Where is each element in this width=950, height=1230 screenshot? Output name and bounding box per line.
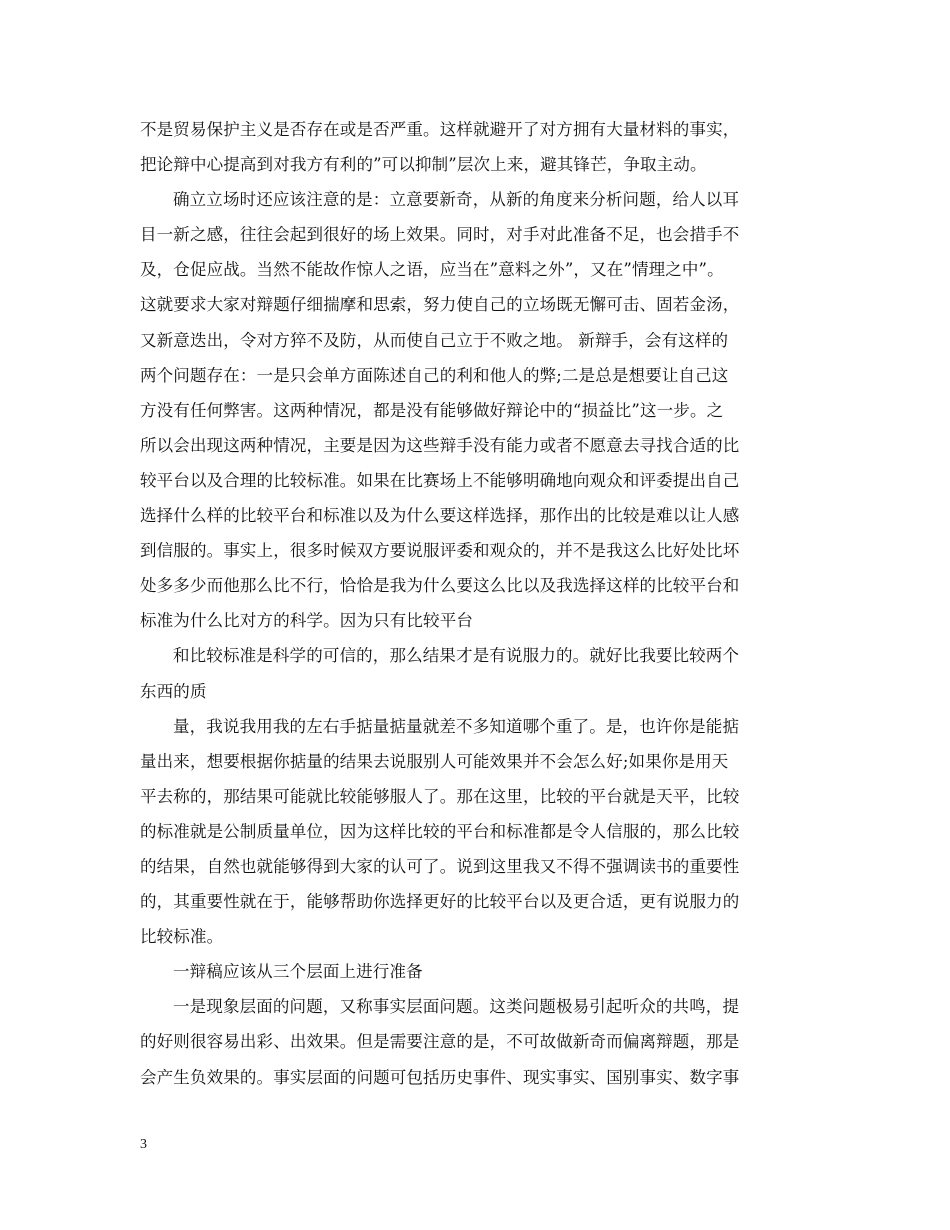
- text-line: 的标准就是公制质量单位，因为这样比较的平台和标准都是令人信服的，那么比较: [140, 821, 740, 841]
- text-line: 的，其重要性就在于，能够帮助你选择更好的比较平台以及更合适，更有说服力的: [140, 892, 740, 912]
- text-line: 这就要求大家对辩题仔细揣摩和思索，努力使自己的立场既无懈可击、固若金汤，: [140, 295, 740, 315]
- text-line: 标准为什么比对方的科学。因为只有比较平台: [140, 611, 473, 631]
- text-line: 所以会出现这两种情况，主要是因为这些辩手没有能力或者不愿意去寻找合适的比: [140, 435, 740, 455]
- text-line: 的好则很容易出彩、出效果。但是需要注意的是，不可故做新奇而偏离辩题，那是: [140, 1032, 740, 1052]
- text-line: 不是贸易保护主义是否存在或是否严重。这样就避开了对方拥有大量材料的事实，: [140, 120, 740, 139]
- text-line: 的结果，自然也就能够得到大家的认可了。说到这里我又不得不强调读书的重要性: [140, 856, 740, 876]
- text-line: 处多多少而他那么比不行，恰恰是我为什么要这么比以及我选择这样的比较平台和: [140, 576, 740, 596]
- text-line: 一是现象层面的问题，又称事实层面问题。这类问题极易引起听众的共鸣，提: [173, 997, 740, 1017]
- text-line: 到信服的。事实上，很多时候双方要说服评委和观众的，并不是我这么比好处比坏: [140, 541, 740, 561]
- text-line: 平去称的，那结果可能就比较能够服人了。那在这里，比较的平台就是天平，比较: [140, 786, 740, 806]
- text-line: 量，我说我用我的左右手掂量掂量就差不多知道哪个重了。是，也许你是能掂: [173, 716, 740, 736]
- text-line: 目一新之感，往往会起到很好的场上效果。同时，对手对此准备不足，也会措手不: [140, 225, 740, 245]
- text-line: 比较标准。: [140, 927, 224, 947]
- text-line: 较平台以及合理的比较标准。如果在比赛场上不能够明确地向观众和评委提出自己: [140, 470, 740, 490]
- text-line: 会产生负效果的。事实层面的问题可包括历史事件、现实事实、国别事实、数字事: [140, 1067, 740, 1087]
- text-line: 东西的质: [140, 681, 207, 701]
- text-line: 一辩稿应该从三个层面上进行准备: [173, 962, 423, 982]
- text-line: 把论辩中心提高到对我方有利的”可以抑制”层次上来，避其锋芒，争取主动。: [140, 155, 707, 175]
- body-text: [140, 112, 820, 1095]
- text-line: 两个问题存在：一是只会单方面陈述自己的利和他人的弊;二是总是想要让自己这: [140, 365, 729, 385]
- text-line: 方没有任何弊害。这两种情况，都是没有能够做好辩论中的“损益比”这一步。之: [140, 400, 724, 420]
- text-line: 和比较标准是科学的可信的，那么结果才是有说服力的。就好比我要比较两个: [173, 646, 740, 666]
- text-line: 选择什么样的比较平台和标准以及为什么要这样选择，那作出的比较是难以让人感: [140, 506, 740, 526]
- page-number: 3: [140, 1137, 147, 1152]
- text-line: 量出来，想要根据你掂量的结果去说服别人可能效果并不会怎么好;如果你是用天: [140, 751, 729, 771]
- text-line: 确立立场时还应该注意的是：立意要新奇，从新的角度来分析问题，给人以耳: [173, 190, 740, 210]
- text-line: 又新意迭出，令对方猝不及防，从而使自己立于不败之地。 新辩手，会有这样的: [140, 330, 729, 350]
- text-line: 及，仓促应战。当然不能故作惊人之语，应当在”意料之外”，又在”情理之中”。: [140, 260, 724, 280]
